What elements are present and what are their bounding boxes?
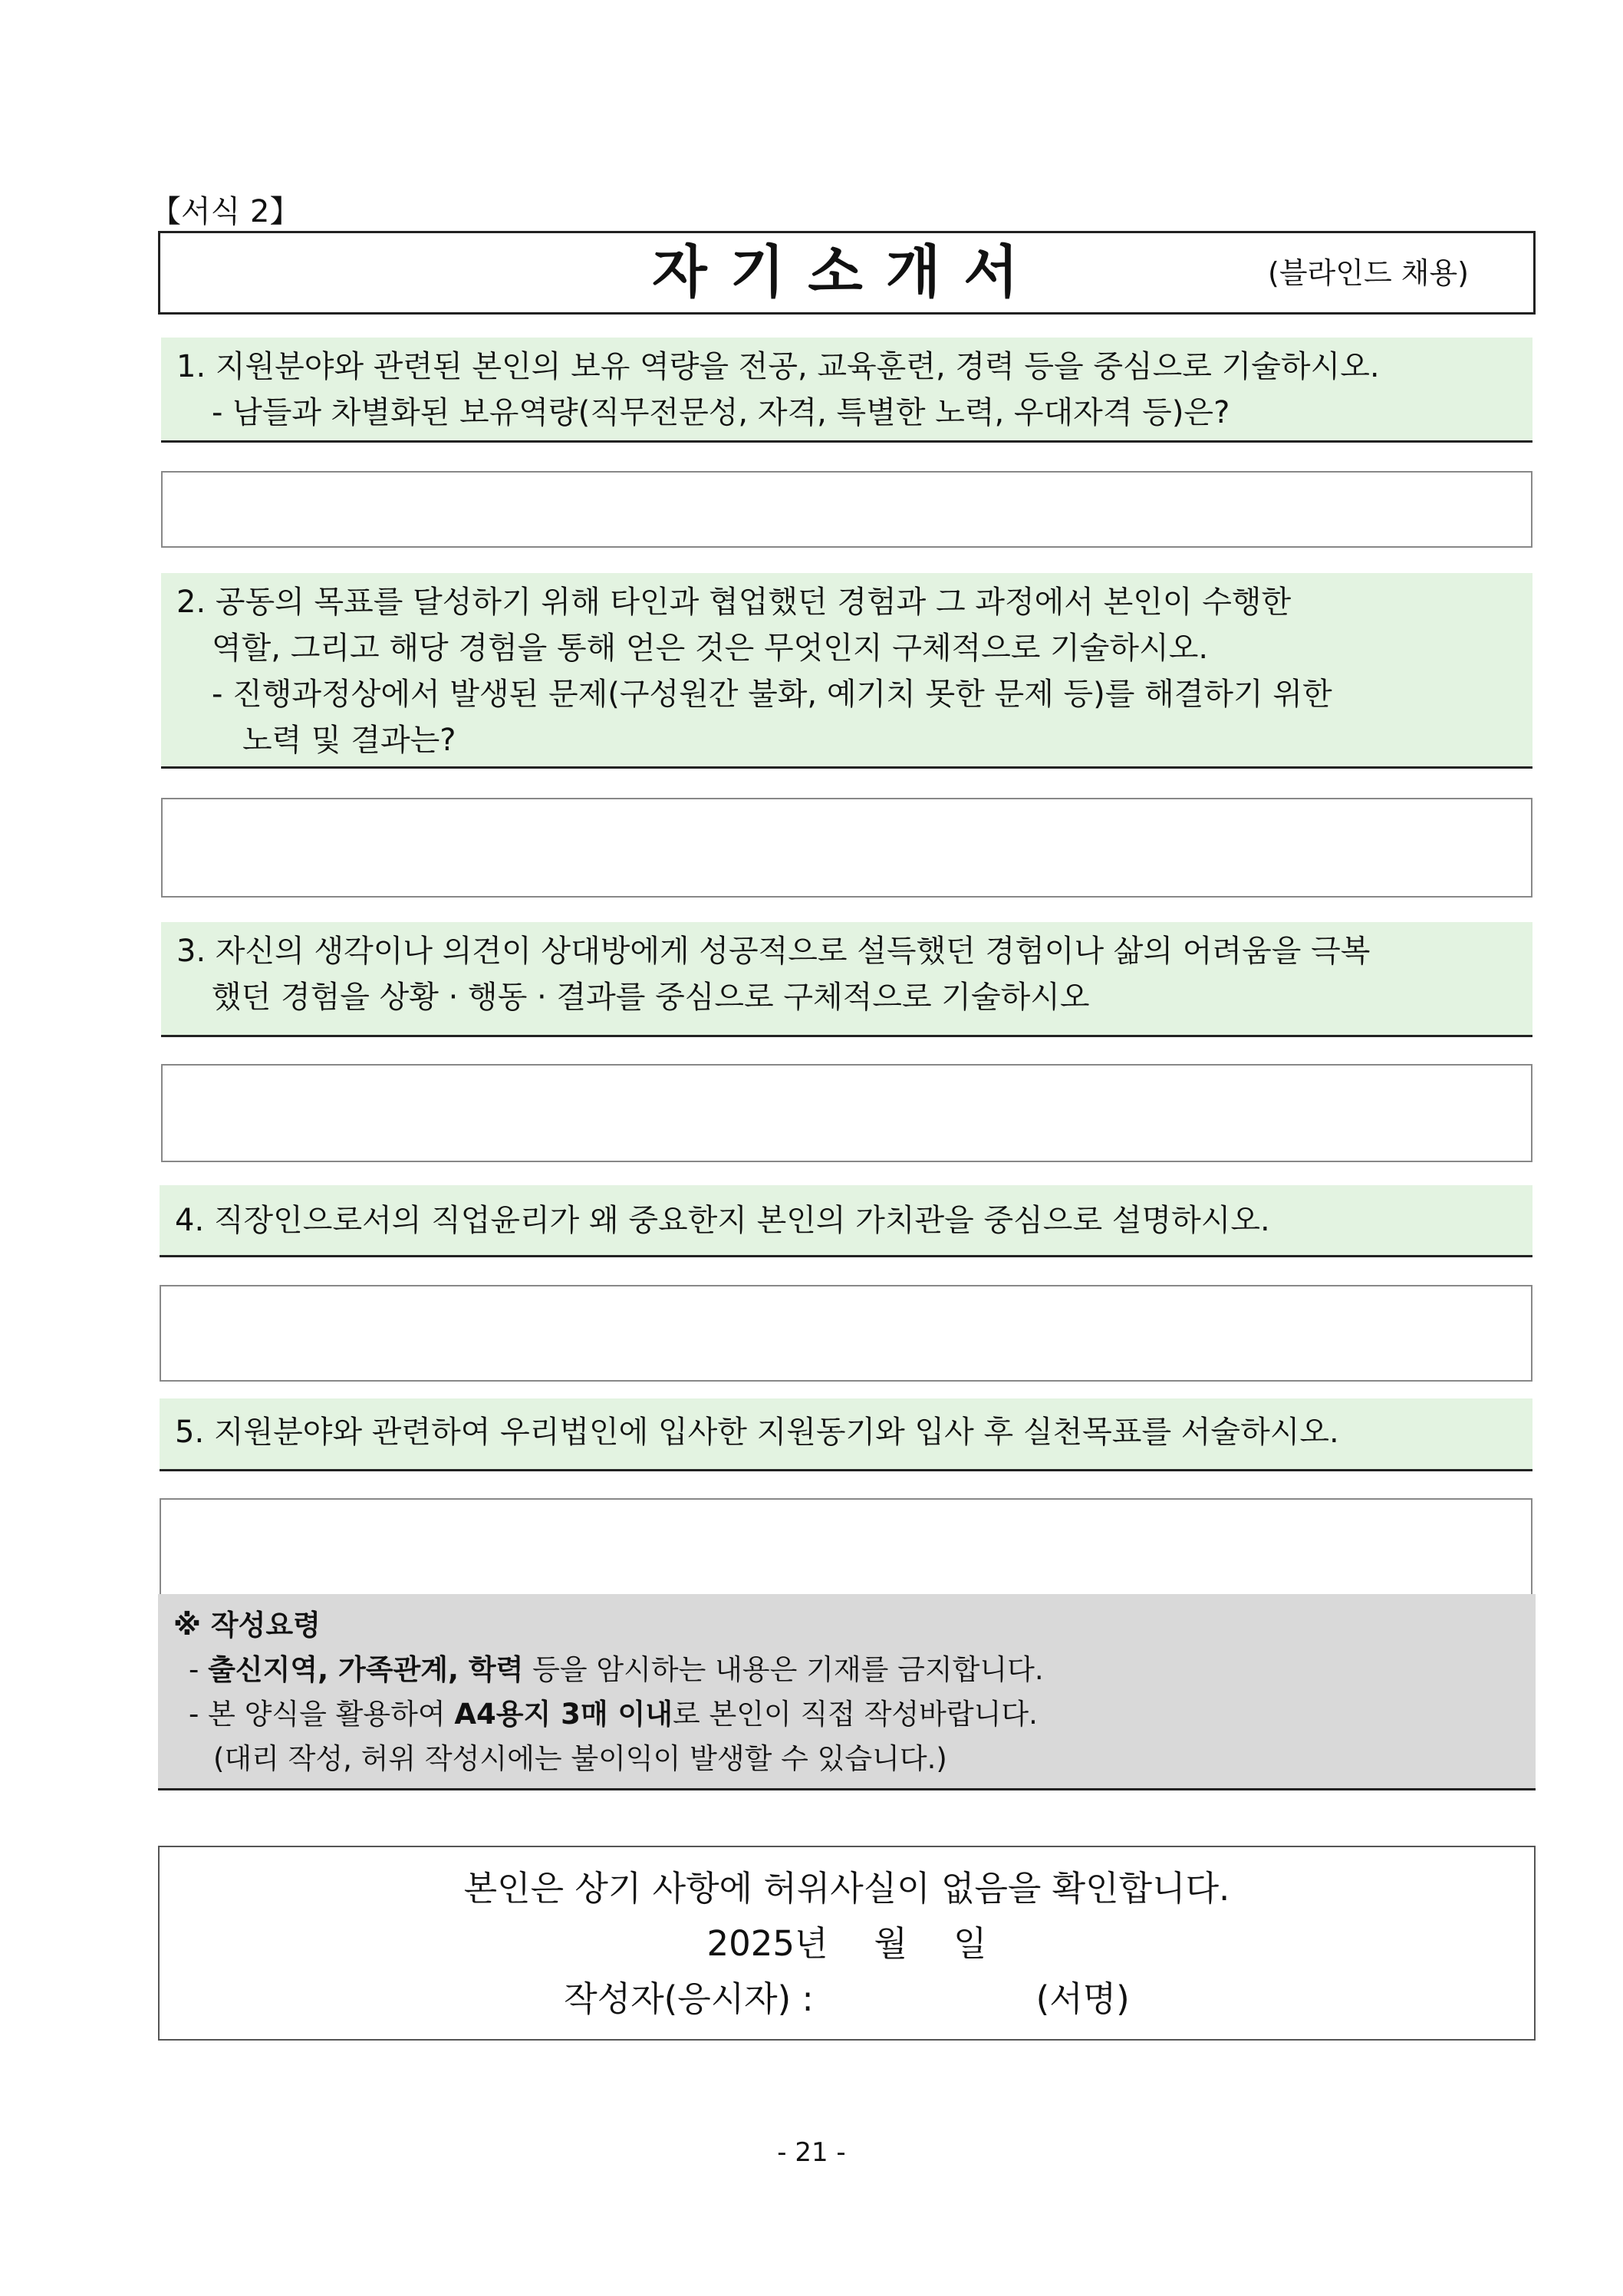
guidelines-line-3: (대리 작성, 허위 작성시에는 불이익이 발생할 수 있습니다.) — [213, 1742, 947, 1775]
answer-field-3[interactable] — [161, 1064, 1532, 1162]
question-3-line-1: 3. 자신의 생각이나 의견이 상대방에게 성공적으로 설득했던 경험이나 삶의 어려움을 극복 — [176, 934, 1371, 969]
question-2 — [161, 573, 1532, 769]
question-5-line-1: 5. 지원분야와 관련하여 우리법인에 입사한 지원동기와 입사 후 실천목표를 서술하시오. — [175, 1415, 1339, 1450]
question-2-line-1: 2. 공동의 목표를 달성하기 위해 타인과 협업했던 경험과 그 과정에서 본인이 수행한 — [176, 585, 1292, 620]
question-3-line-2: 했던 경험을 상황 · 행동 · 결과를 중심으로 구체적으로 기술하시오 — [212, 980, 1090, 1015]
question-2-line-4: 노력 및 결과는? — [242, 723, 456, 758]
question-2-line-2: 역할, 그리고 해당 경험을 통해 얻은 것은 무엇인지 구체적으로 기술하시오. — [212, 631, 1209, 666]
guidelines-heading: ※ 작성요령 — [173, 1609, 321, 1642]
form-label: 【서식 2】 — [150, 194, 301, 229]
confirmation-statement: 본인은 상기 사항에 허위사실이 없음을 확인합니다. — [463, 1868, 1230, 1909]
question-5 — [160, 1398, 1532, 1471]
page-title: 자기소개서 — [652, 239, 1042, 305]
title-box — [158, 231, 1536, 315]
question-4 — [160, 1185, 1532, 1257]
guidelines-line-1: - 출신지역, 가족관계, 학력 등을 암시하는 내용은 기재를 금지합니다. — [189, 1653, 1044, 1686]
confirmation-date — [160, 1916, 1534, 1972]
writing-guidelines — [158, 1594, 1536, 1790]
date-year: 2025년 — [706, 1923, 828, 1964]
question-1 — [161, 338, 1532, 443]
question-1-line-1: 1. 지원분야와 관련된 본인의 보유 역량을 전공, 교육훈련, 경력 등을 중심으로 기술하시오. — [176, 349, 1380, 384]
page-number: - 21 - — [777, 2137, 846, 2168]
question-3 — [161, 922, 1532, 1037]
confirmation-signature — [160, 1972, 1534, 2027]
answer-field-5[interactable] — [160, 1498, 1532, 1598]
guidelines-line-2: - 본 양식을 활용하여 A4용지 3매 이내로 본인이 직접 작성바랍니다. — [189, 1698, 1038, 1731]
answer-field-2[interactable] — [161, 798, 1532, 898]
title-subtitle: (블라인드 채용) — [1268, 256, 1469, 290]
signature-label: (서명) — [1035, 1978, 1130, 2019]
question-2-line-3: - 진행과정상에서 발생된 문제(구성원간 불화, 예기치 못한 문제 등)를 해결하기 위한 — [212, 677, 1332, 712]
confirmation-box — [158, 1846, 1536, 2041]
answer-field-4[interactable] — [160, 1285, 1532, 1382]
question-4-line-1: 4. 직장인으로서의 직업윤리가 왜 중요한지 본인의 가치관을 중심으로 설명하시오. — [175, 1203, 1270, 1238]
answer-field-1[interactable] — [161, 471, 1532, 548]
date-month: 월 — [874, 1923, 907, 1964]
question-1-line-2: - 남들과 차별화된 보유역량(직무전문성, 자격, 특별한 노력, 우대자격 등)은? — [212, 395, 1230, 430]
writer-label: 작성자(응시자) : — [564, 1978, 814, 2019]
date-day: 일 — [953, 1923, 987, 1964]
